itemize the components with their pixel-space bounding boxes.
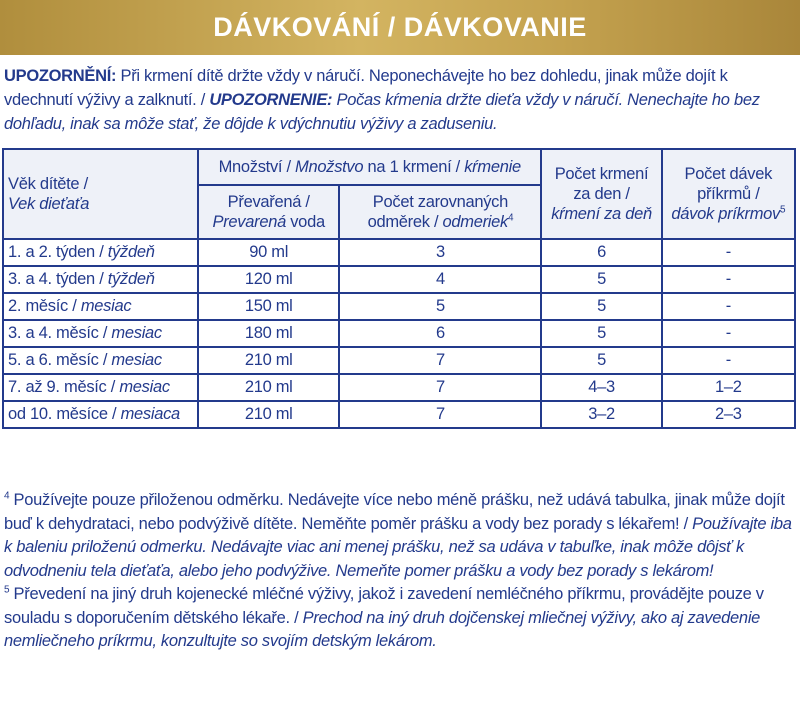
section-title: DÁVKOVÁNÍ / DÁVKOVANIE — [213, 12, 587, 42]
scoops-cell: 5 — [339, 293, 541, 320]
complementary-cell: 2–3 — [662, 401, 795, 428]
table-row — [3, 320, 795, 347]
warning-text-sk: Počas kŕmenia držte dieťa vždy v náručí. Nenechajte ho bez dohľadu, inak sa môže stať, že dôjde k vdýchnutiu výživy a zaduseniu. — [4, 91, 760, 133]
complementary-header: Počet dávek příkrmů / dávok príkrmov$^5$ — [662, 149, 795, 239]
age-cell: 3. a 4. týden / týždeň — [3, 266, 198, 293]
table-row — [3, 374, 795, 401]
water-cell: 150 ml — [198, 293, 339, 320]
water-cell: 180 ml — [198, 320, 339, 347]
amount-header: Množství / Množstvo na 1 krmení / kŕmenie — [198, 149, 541, 185]
feeds-cell: 5 — [541, 320, 661, 347]
footnote-4: $^4$ Používejte pouze přiloženou odměrku. Nedávejte více nebo méně prášku, než udává tabulka, jinak může dojít buď k dehydrataci, nebo podvýživě dítěte. Neměňte poměr prášku a vody bez porady s lékařem! / Používajte iba k baleniu priloženú odmerku. Nedávajte viac ani menej prášku, než sa udáva v tabuľke, inak môže dôjsť k odvodneniu tela dieťaťa, alebo jeho podvýžive. Nemeňte pomer prášku a vody bez porady s lekárom! — [4, 490, 792, 580]
scoops-cell: 6 — [339, 320, 541, 347]
dosage-table — [2, 148, 796, 429]
age-cell: 5. a 6. měsíc / mesiac — [3, 347, 198, 374]
scoops-cell: 7 — [339, 401, 541, 428]
water-cell: 210 ml — [198, 347, 339, 374]
scoops-cell: 4 — [339, 266, 541, 293]
feeds-cell: 3–2 — [541, 401, 661, 428]
complementary-cell: - — [662, 293, 795, 320]
complementary-cell: - — [662, 347, 795, 374]
water-header: Převařená / Prevarená voda — [198, 185, 339, 239]
table-row — [3, 266, 795, 293]
feeds-cell: 5 — [541, 266, 661, 293]
warning-paragraph — [4, 64, 796, 136]
table-row — [3, 347, 795, 374]
water-cell: 210 ml — [198, 401, 339, 428]
age-header: Věk dítěte / Vek dieťaťa — [3, 149, 198, 239]
feeds-cell: 4–3 — [541, 374, 661, 401]
age-cell: od 10. měsíce / mesiaca — [3, 401, 198, 428]
footnote-5: $^5$ Převedení na jiný druh kojenecké mléčné výživy, jakož i zavedení nemléčného příkrmu, provádějte pouze v souladu s doporučením dětského lékaře. / Prechod na iný druh dojčenskej mliečnej výživy, ako aj zavedenie nemliečneho príkrmu, konzultujte so svojím detským lekárom. — [4, 584, 764, 650]
warning-label-cs: UPOZORNĚNÍ: — [4, 67, 117, 85]
complementary-cell: - — [662, 320, 795, 347]
feeds-cell: 5 — [541, 293, 661, 320]
table-row — [3, 239, 795, 266]
warning-label-sk: UPOZORNENIE: — [209, 91, 333, 109]
scoops-cell: 3 — [339, 239, 541, 266]
feeds-cell: 6 — [541, 239, 661, 266]
water-cell: 210 ml — [198, 374, 339, 401]
age-cell: 3. a 4. měsíc / mesiac — [3, 320, 198, 347]
scoops-cell: 7 — [339, 347, 541, 374]
scoops-header: Počet zarovnaných odměrek / odmeriek$^4$ — [339, 185, 541, 239]
water-cell: 120 ml — [198, 266, 339, 293]
water-cell: 90 ml — [198, 239, 339, 266]
scoops-cell: 7 — [339, 374, 541, 401]
warning-text-cs: Při krmení dítě držte vždy v náručí. Neponechávejte ho bez dohledu, jinak může dojít k vdechnutí výživy a zalknutí. / — [4, 67, 728, 109]
section-header — [0, 0, 800, 55]
table-row — [3, 401, 795, 428]
age-cell: 1. a 2. týden / týždeň — [3, 239, 198, 266]
feeds-header: Počet krmení za den / kŕmení za deň — [541, 149, 661, 239]
table-row — [3, 293, 795, 320]
complementary-cell: 1–2 — [662, 374, 795, 401]
footnotes — [4, 489, 796, 654]
age-cell: 2. měsíc / mesiac — [3, 293, 198, 320]
complementary-cell: - — [662, 266, 795, 293]
complementary-cell: - — [662, 239, 795, 266]
age-cell: 7. až 9. měsíc / mesiac — [3, 374, 198, 401]
feeds-cell: 5 — [541, 347, 661, 374]
